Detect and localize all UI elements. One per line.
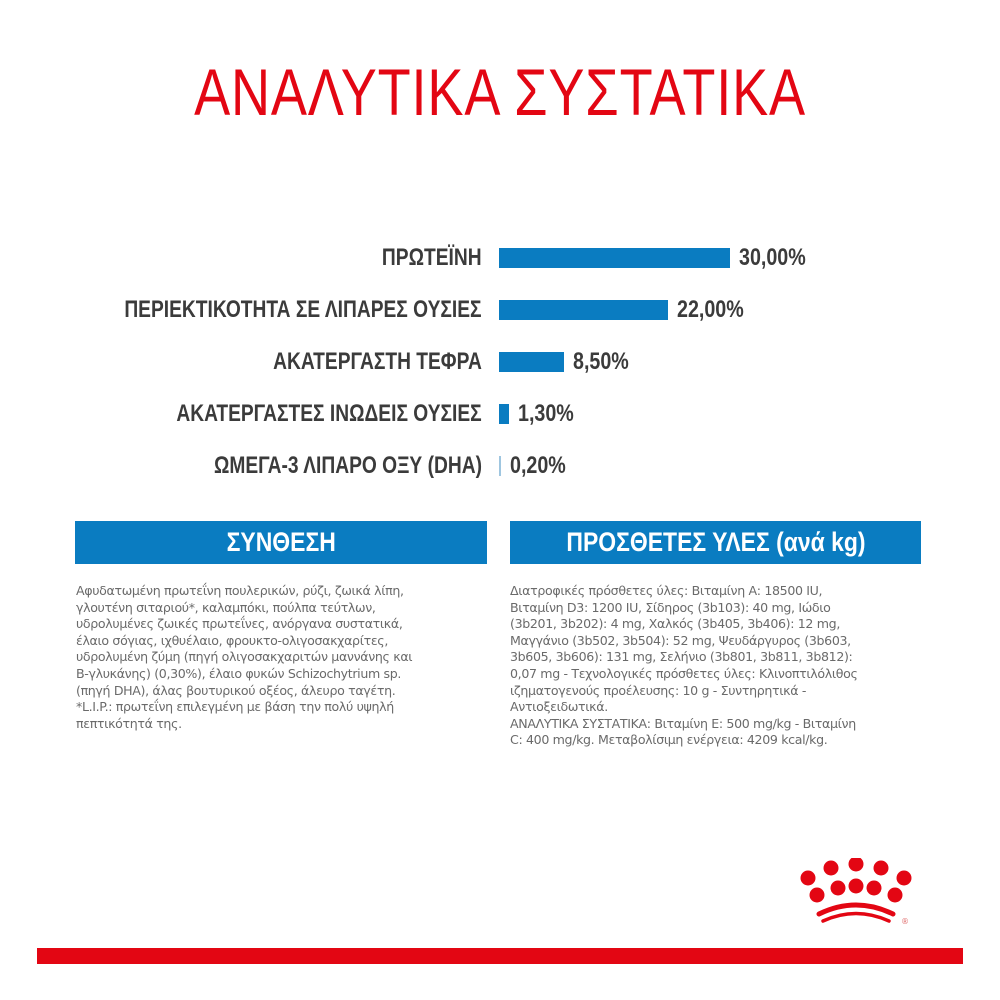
composition-line: *L.I.P.: πρωτεΐνη επιλεγμένη με βάση την πολύ υψηλή	[76, 699, 394, 715]
additives-line: (3b201, 3b202): 4 mg, Χαλκός (3b405, 3b406): 12 mg,	[510, 616, 840, 632]
chart-row-ash	[0, 342, 1000, 382]
bar-value: 22,00%	[677, 296, 744, 323]
additives-line: C: 400 mg/kg. Μεταβολίσιμη ενέργεια: 4209 kcal/kg.	[510, 732, 828, 748]
composition-heading	[75, 521, 487, 564]
registered-mark: ®	[901, 917, 909, 926]
additives-line: Βιταμίνη D3: 1200 IU, Σίδηρος (3b103): 40 mg, Ιώδιο	[510, 599, 831, 615]
composition-line: (πηγή DHA), άλας βουτυρικού οξέος, άλευρο ταγέτη.	[76, 682, 396, 698]
additives-line: Αντιοξειδωτικά.	[510, 699, 608, 715]
additives-line: 3b605, 3b606): 131 mg, Σελήνιο (3b801, 3b811, 3b812):	[510, 649, 853, 665]
bar-label: ΑΚΑΤΕΡΓΑΣΤΕΣ ΙΝΩΔΕΙΣ ΟΥΣΙΕΣ	[176, 400, 482, 427]
chart-row-dha	[0, 446, 1000, 486]
composition-heading-text: ΣΥΝΘΕΣΗ	[226, 527, 336, 557]
footer-red-stripe	[37, 948, 963, 964]
additives-line: ΑΝΑΛΥΤΙΚΑ ΣΥΣΤΑΤΙΚΑ: Βιταμίνη Ε: 500 mg/kg - Βιταμίνη	[510, 715, 856, 731]
composition-line: υδρολυμένη ζύμη (πηγή ολιγοσακχαριτών μαννάνης και	[76, 649, 413, 665]
composition-line: πεπτικότητά της.	[76, 715, 182, 731]
bar-value: 30,00%	[739, 244, 806, 271]
additives-line: Μαγγάνιο (3b502, 3b504): 52 mg, Ψευδάργυρος (3b603,	[510, 632, 851, 648]
composition-line: γλουτένη σιταριού*, καλαμπόκι, πούλπα τεύτλων,	[76, 599, 376, 615]
bar-label: ΩΜΕΓΑ-3 ΛΙΠΑΡΟ ΟΞΥ (DHA)	[214, 452, 482, 479]
bar-label: ΠΡΩΤΕΪΝΗ	[382, 244, 482, 271]
chart-row-fat	[0, 290, 1000, 330]
bar-label: ΠΕΡΙΕΚΤΙΚΟΤΗΤΑ ΣΕ ΛΙΠΑΡΕΣ ΟΥΣΙΕΣ	[124, 296, 482, 323]
bar	[499, 300, 668, 320]
bar	[499, 352, 564, 372]
composition-line: έλαιο σόγιας, ιχθυέλαιο, φρουκτο-ολιγοσακχαρίτες,	[76, 632, 388, 648]
bar	[499, 248, 730, 268]
additives-heading	[510, 521, 921, 564]
composition-line: υδρολυμένες ζωικές πρωτεΐνες, ανόργανα συστατικά,	[76, 616, 403, 632]
composition-line: Β-γλυκάνης) (0,30%), έλαιο φυκών Schizochytrium sp.	[76, 665, 402, 681]
additives-text	[510, 583, 930, 749]
chart-row-fibre	[0, 394, 1000, 434]
bar	[499, 456, 501, 476]
bar	[499, 404, 509, 424]
composition-line: Αφυδατωμένη πρωτεΐνη πουλερικών, ρύζι, ζωικά λίπη,	[76, 583, 404, 598]
page-title: ΑΝΑΛΥΤΙΚΑ ΣΥΣΤΑΤΙΚΑ	[194, 55, 806, 129]
composition-text	[76, 583, 496, 732]
additives-line: 0,07 mg - Τεχνολογικές πρόσθετες ύλες: Κλινοπτιλόλιθος	[510, 665, 858, 681]
additives-line: ιζηματογενούς προέλευσης: 10 g - Συντηρητικά -	[510, 682, 807, 698]
bar-value: 0,20%	[510, 452, 566, 479]
additives-heading-text: ΠΡΟΣΘΕΤΕΣ ΥΛΕΣ (ανά kg)	[565, 527, 866, 557]
bar-value: 1,30%	[518, 400, 574, 427]
crown-logo-icon	[797, 858, 921, 928]
bar-value: 8,50%	[573, 348, 629, 375]
bar-label: ΑΚΑΤΕΡΓΑΣΤΗ ΤΕΦΡΑ	[273, 348, 482, 375]
chart-row-protein	[0, 238, 1000, 278]
additives-line: Διατροφικές πρόσθετες ύλες: Βιταμίνη Α: 18500 IU,	[510, 583, 823, 598]
